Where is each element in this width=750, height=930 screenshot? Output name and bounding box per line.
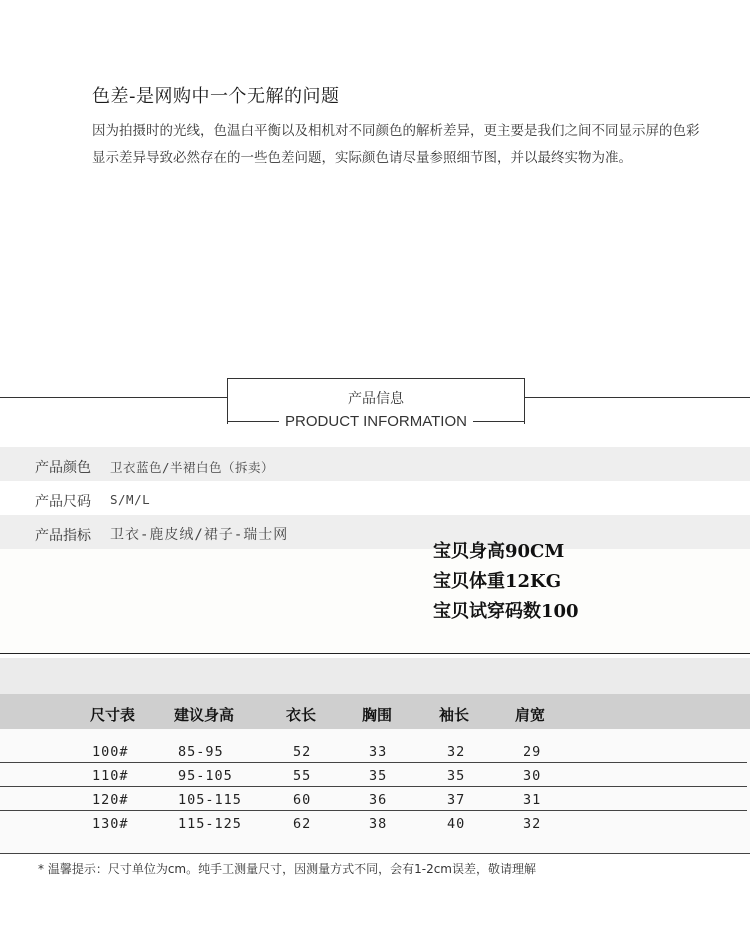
attr-row-material (0, 515, 750, 549)
heading-divider (228, 421, 279, 422)
cell-sleeve: 40 (447, 816, 466, 832)
attr-row-color (0, 447, 750, 481)
table-row (0, 787, 750, 811)
table-row (0, 811, 750, 835)
col-header-shoulder: 肩宽 (515, 706, 546, 724)
cell-shoulder: 30 (523, 768, 542, 784)
cell-shoulder: 32 (523, 816, 542, 832)
cell-chest: 36 (369, 792, 388, 808)
baby-height: 宝贝身高90CM (433, 541, 565, 562)
attr-value: 卫衣蓝色/半裙白色（拆卖） (110, 460, 275, 475)
cell-height: 105-115 (178, 792, 242, 808)
col-header-chest: 胸围 (362, 706, 393, 724)
attr-label: 产品指标 (35, 528, 91, 544)
attr-value: 卫衣-鹿皮绒/裙子-瑞士网 (110, 527, 289, 543)
size-table-body (0, 729, 750, 853)
baby-weight: 宝贝体重12KG (433, 571, 562, 592)
cell-length: 52 (293, 744, 312, 760)
notice-title: 色差-是网购中一个无解的问题 (92, 86, 340, 107)
cell-sleeve: 32 (447, 744, 466, 760)
baby-size: 宝贝试穿码数100 (433, 601, 579, 622)
heading-line-left (0, 397, 228, 398)
size-table-bottom-rule (0, 853, 750, 854)
cell-chest: 38 (369, 816, 388, 832)
cell-length: 55 (293, 768, 312, 784)
product-info-heading-en-row (228, 411, 524, 431)
cell-height: 115-125 (178, 816, 242, 832)
attr-label: 产品尺码 (35, 494, 91, 510)
product-info-heading-en: PRODUCT INFORMATION (285, 412, 467, 430)
cell-length: 60 (293, 792, 312, 808)
col-header-height: 建议身高 (174, 706, 235, 724)
col-header-length: 衣长 (286, 706, 317, 724)
table-row (0, 739, 750, 763)
product-info-heading-cn: 产品信息 (348, 391, 404, 407)
cell-length: 62 (293, 816, 312, 832)
col-header-sleeve: 袖长 (439, 706, 470, 724)
size-table-top-rule (0, 653, 750, 654)
cell-height: 95-105 (178, 768, 233, 784)
heading-divider (473, 421, 524, 422)
size-table-header (0, 694, 750, 729)
attr-label: 产品颜色 (35, 460, 91, 476)
cell-sleeve: 37 (447, 792, 466, 808)
cell-chest: 33 (369, 744, 388, 760)
cell-size: 120# (92, 792, 129, 808)
heading-line-right (523, 397, 750, 398)
table-row (0, 763, 750, 787)
cell-sleeve: 35 (447, 768, 466, 784)
cell-chest: 35 (369, 768, 388, 784)
attr-row-size (0, 481, 750, 515)
cell-size: 130# (92, 816, 129, 832)
cell-shoulder: 29 (523, 744, 542, 760)
col-header-size: 尺寸表 (90, 706, 136, 724)
notice-body: 因为拍摄时的光线，色温白平衡以及相机对不同颜色的解析差异，更主要是我们之间不同显示屏的色彩显示差异导致必然存在的一些色差问题，实际颜色请尽量参照细节图，并以最终实物为准。 (92, 123, 700, 166)
size-table-band (0, 658, 750, 694)
attr-extra-area (0, 549, 750, 653)
size-note: * 温馨提示：尺寸单位为cm。纯手工测量尺寸，因测量方式不同，会有1-2cm误差，敬请理解 (38, 862, 536, 876)
cell-size: 100# (92, 744, 129, 760)
cell-size: 110# (92, 768, 129, 784)
cell-height: 85-95 (178, 744, 224, 760)
attr-value: S/M/L (110, 492, 151, 507)
cell-shoulder: 31 (523, 792, 542, 808)
